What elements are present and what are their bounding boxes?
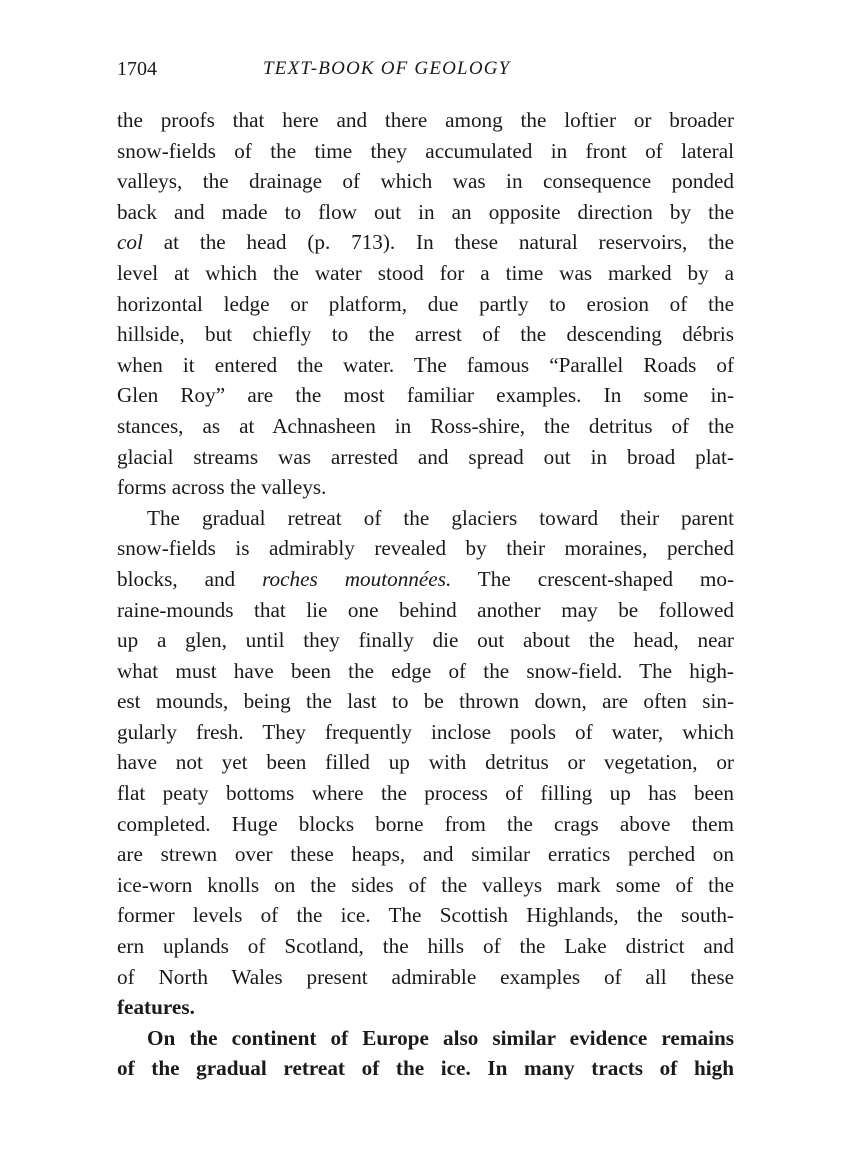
text-line: hillside, but chiefly to the arrest of the descending débris xyxy=(117,322,734,347)
text-line: completed. Huge blocks borne from the crags above them xyxy=(117,811,734,836)
text-line: are strewn over these heaps, and similar erratics perched on xyxy=(117,842,734,867)
text-line: flat peaty bottoms where the process of filling up has been xyxy=(117,781,734,806)
book-page xyxy=(117,58,734,1084)
text-line: up a glen, until they finally die out about the head, near xyxy=(117,628,734,653)
text-line: snow-fields is admirably revealed by their moraines, perched xyxy=(117,536,734,561)
text-line: level at which the water stood for a time was marked by a xyxy=(117,260,734,285)
text-line: horizontal ledge or platform, due partly to erosion of the xyxy=(117,291,734,316)
italic-term: moutonnées. xyxy=(344,566,452,591)
text-line: gularly fresh. They frequently inclose pools of water, which xyxy=(117,719,734,744)
text-line: what must have been the edge of the snow-field. The high- xyxy=(117,658,734,683)
text-line: forms across the valleys. xyxy=(117,475,327,500)
text-line: valleys, the drainage of which was in consequence ponded xyxy=(117,169,734,194)
text-line: of North Wales present admirable examples of all these xyxy=(117,964,734,989)
italic-term: col xyxy=(117,230,143,255)
text-line: raine-mounds that lie one behind another may be followed xyxy=(117,597,734,622)
text-line: when it entered the water. The famous “Parallel Roads of xyxy=(117,352,734,377)
text-line: ern uplands of Scotland, the hills of the Lake district and xyxy=(117,934,734,959)
text-line: ice-worn knolls on the sides of the valleys mark some of the xyxy=(117,872,734,897)
text-line: back and made to flow out in an opposite direction by the xyxy=(117,199,734,224)
text-line: have not yet been filled up with detritus or vegetation, or xyxy=(117,750,734,775)
italic-term: roches xyxy=(262,566,318,591)
text-line: former levels of the ice. The Scottish Highlands, the south- xyxy=(117,903,734,928)
text-line: est mounds, being the last to be thrown down, are often sin- xyxy=(117,689,734,714)
running-head xyxy=(117,58,734,88)
text-line: Glen Roy” are the most familiar examples. In some in- xyxy=(117,383,734,408)
text-line: stances, as at Achnasheen in Ross-shire, the detritus of the xyxy=(117,413,734,438)
page-number: 1704 xyxy=(117,58,157,80)
running-title: TEXT-BOOK OF GEOLOGY xyxy=(263,58,511,79)
text-line: of the gradual retreat of the ice. In many tracts of high xyxy=(117,1056,734,1081)
text-line: features. xyxy=(117,995,195,1020)
text-line: col at the head (p. 713). In these natural reservoirs, the xyxy=(117,230,735,255)
text-line: On the continent of Europe also similar evidence remains xyxy=(147,1025,734,1050)
text-line: glacial streams was arrested and spread out in broad plat- xyxy=(117,444,734,469)
text-line: snow-fields of the time they accumulated in front of lateral xyxy=(117,138,734,163)
text-line: The gradual retreat of the glaciers toward their parent xyxy=(147,505,734,530)
body-text xyxy=(117,105,734,1084)
text-line: blocks, and roches moutonnées. The crescent-shaped mo- xyxy=(117,566,735,591)
text-line: the proofs that here and there among the loftier or broader xyxy=(117,108,734,132)
